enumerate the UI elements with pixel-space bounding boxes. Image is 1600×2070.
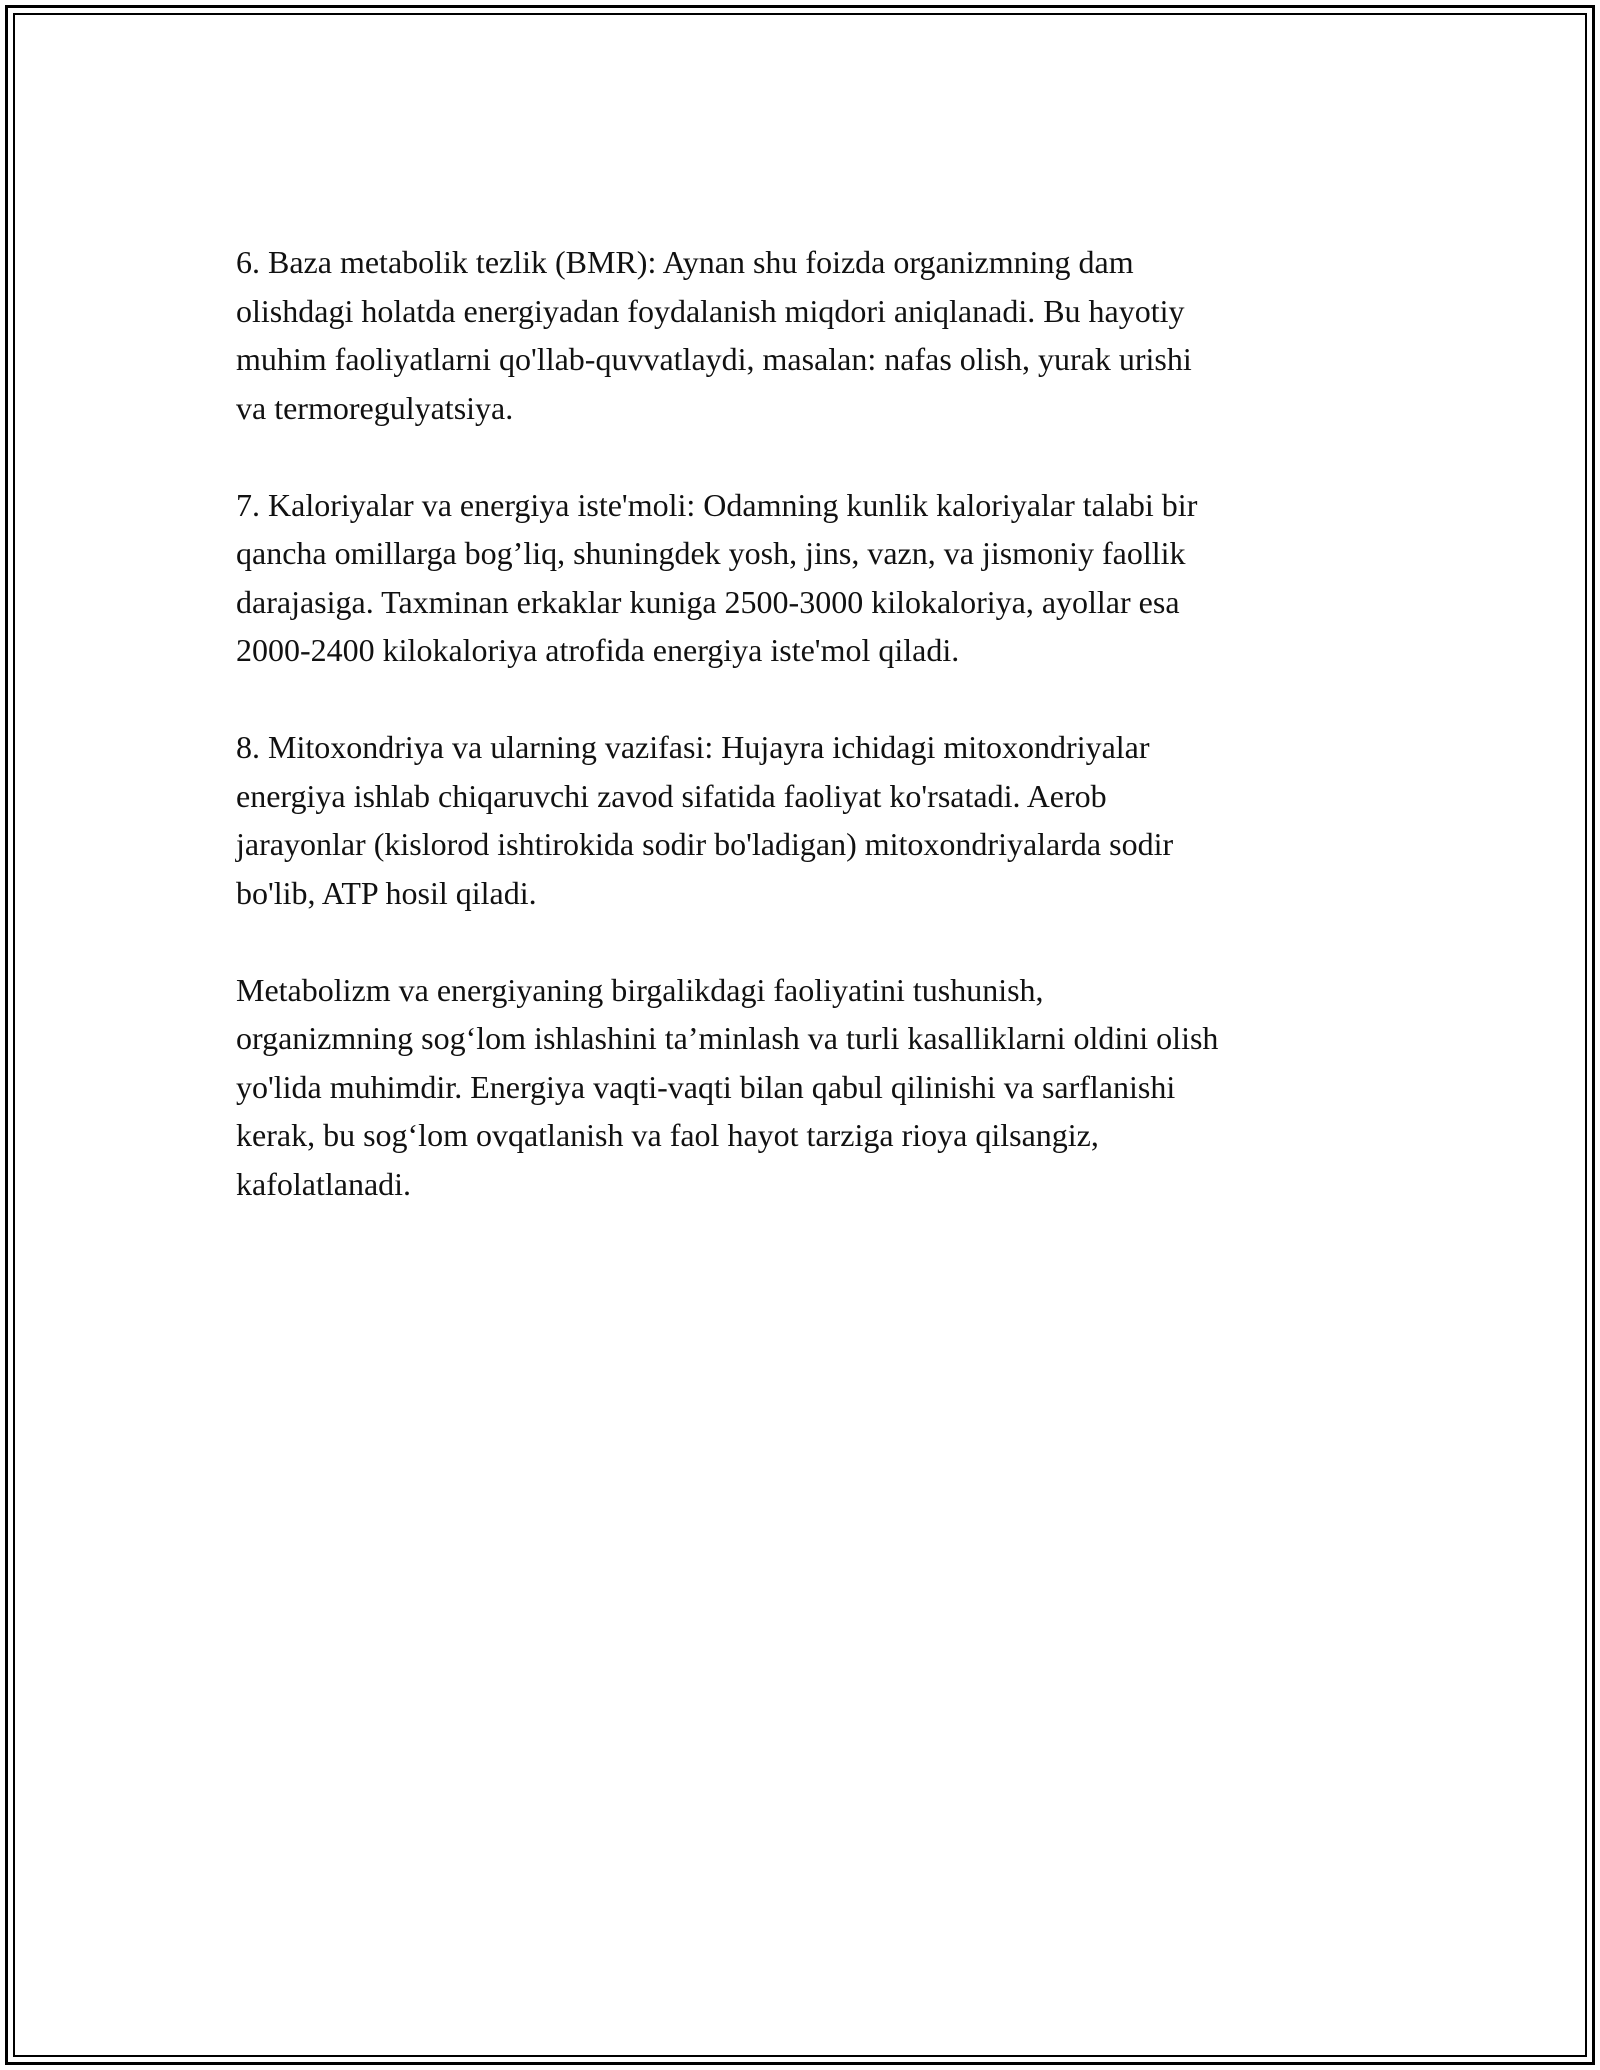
text-line: va termoregulyatsiya.	[236, 389, 514, 426]
paragraph-bmr	[236, 238, 1386, 432]
text-line: bo'lib, ATP hosil qiladi.	[236, 874, 537, 911]
text-line: organizmning sog‘lom ishlashini ta’minlash va turli kasalliklarni oldini olish	[236, 1020, 1219, 1056]
text-line: yo'lida muhimdir. Energiya vaqti-vaqti bilan qabul qilinishi va sarflanishi	[236, 1068, 1176, 1105]
paragraph-conclusion	[236, 966, 1386, 1209]
text-line: 7. Kaloriyalar va energiya iste'moli: Odamning kunlik kaloriyalar talabi bir	[236, 486, 1198, 523]
document-body	[236, 238, 1386, 1257]
text-line: 2000-2400 kilokaloriya atrofida energiya iste'mol qiladi.	[236, 632, 960, 668]
text-line: kafolatlanadi.	[236, 1165, 412, 1202]
text-line: Metabolizm va energiyaning birgalikdagi faoliyatini tushunish,	[236, 971, 1044, 1008]
paragraph-calories	[236, 481, 1386, 675]
text-line: darajasiga. Taxminan erkaklar kuniga 2500-3000 kilokaloriya, ayollar esa	[236, 583, 1180, 620]
text-line: olishdagi holatda energiyadan foydalanish miqdori aniqlanadi. Bu hayotiy	[236, 292, 1185, 329]
text-line: energiya ishlab chiqaruvchi zavod sifatida faoliyat ko'rsatadi. Aerob	[236, 777, 1107, 814]
text-line: qancha omillarga bog’liq, shuningdek yosh, jins, vazn, va jismoniy faollik	[236, 535, 1186, 571]
text-line: 8. Mitoxondriya va ularning vazifasi: Hujayra ichidagi mitoxondriyalar	[236, 729, 1150, 765]
text-line: 6. Baza metabolik tezlik (BMR): Aynan shu foizda organizmning dam	[236, 244, 1134, 280]
text-line: muhim faoliyatlarni qo'llab-quvvatlaydi, masalan: nafas olish, yurak urishi	[236, 341, 1192, 377]
paragraph-mitochondria	[236, 723, 1386, 917]
text-line: jarayonlar (kislorod ishtirokida sodir bo'ladigan) mitoxondriyalarda sodir	[236, 826, 1174, 862]
text-line: kerak, bu sog‘lom ovqatlanish va faol hayot tarziga rioya qilsangiz,	[236, 1117, 1099, 1153]
